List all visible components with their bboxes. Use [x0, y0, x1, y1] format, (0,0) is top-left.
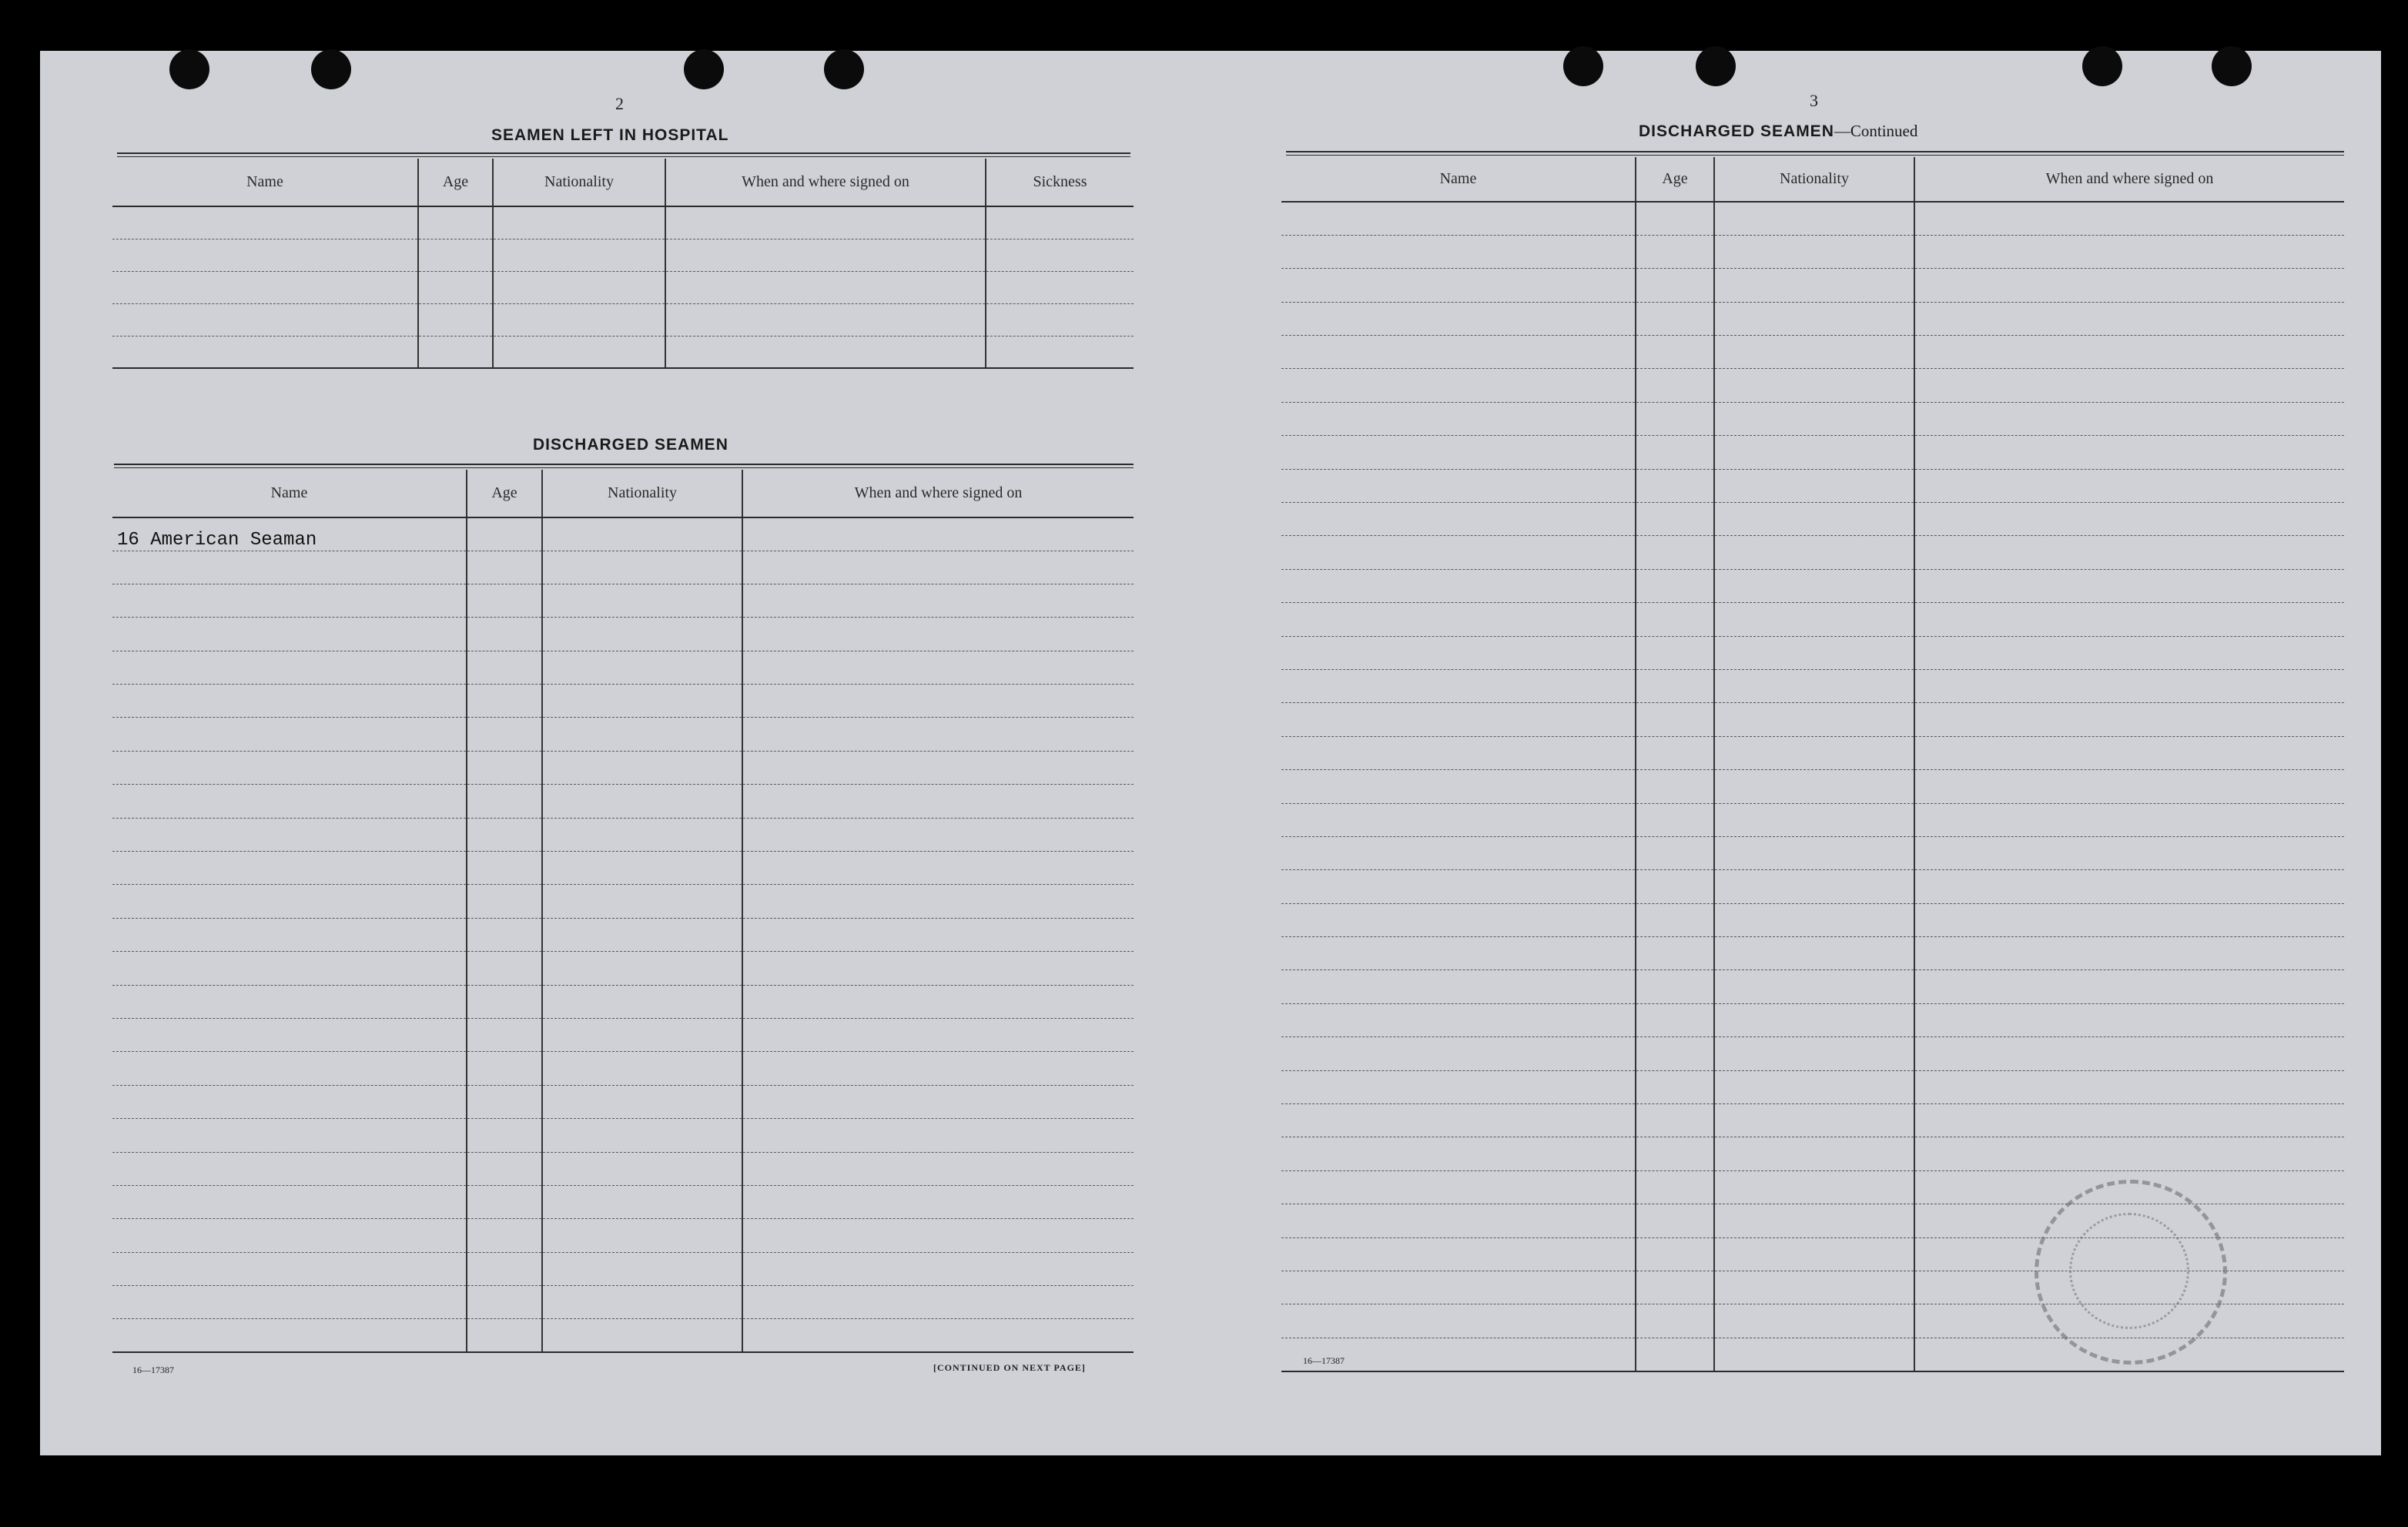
table-row: [112, 985, 1134, 1018]
form-number: 16—17387: [132, 1365, 174, 1375]
column-header-signed-on: When and where signed on: [1914, 157, 2344, 202]
table-row: [1281, 202, 2344, 235]
table-row: [1281, 836, 2344, 869]
punch-hole: [684, 49, 724, 89]
table-row: [1281, 803, 2344, 836]
table-row: [112, 303, 1134, 336]
seaman-entry: 16 American Seaman: [112, 517, 467, 551]
table-row: [112, 618, 1134, 651]
discharged-continued-title: [1639, 122, 1917, 141]
table-row: [112, 1152, 1134, 1185]
table-row: [112, 885, 1134, 918]
table-row: [1281, 1104, 2344, 1137]
table-row: [112, 271, 1134, 303]
discharged-section-title: DISCHARGED SEAMEN: [533, 436, 728, 454]
table-row: [1281, 870, 2344, 903]
table-row: [112, 718, 1134, 751]
punch-hole: [2212, 46, 2252, 86]
table-row: [1281, 369, 2344, 402]
rule: [1286, 151, 2344, 156]
table-row: [112, 918, 1134, 951]
table-row: [1281, 636, 2344, 669]
column-header-name: Name: [112, 159, 418, 206]
column-header-name: Name: [1281, 157, 1636, 202]
page-number: 2: [615, 94, 624, 113]
column-header-nationality: Nationality: [493, 159, 665, 206]
punch-hole: [311, 49, 351, 89]
table-row: [1281, 302, 2344, 335]
form-number: 16—17387: [1303, 1355, 1345, 1366]
column-header-age: Age: [467, 470, 542, 517]
document-sheet: [40, 51, 2381, 1455]
table-row: [1281, 503, 2344, 536]
column-header-nationality: Nationality: [1714, 157, 1914, 202]
table-row: [112, 1252, 1134, 1285]
table-row: [1281, 603, 2344, 636]
table-row: [1281, 1070, 2344, 1103]
punch-hole: [1563, 46, 1603, 86]
table-row: [112, 239, 1134, 271]
table-row: [112, 1185, 1134, 1218]
discharged-continued-table: [1281, 157, 2344, 1372]
punch-hole: [169, 49, 209, 89]
table-row: [1281, 235, 2344, 268]
punch-hole: [2082, 46, 2122, 86]
table-row: [112, 551, 1134, 584]
column-header-age: Age: [1636, 157, 1714, 202]
table-row: [1281, 536, 2344, 569]
column-header-name: Name: [112, 470, 467, 517]
column-header-sickness: Sickness: [986, 159, 1134, 206]
table-row: [112, 685, 1134, 718]
table-row: [1281, 469, 2344, 502]
table-row: [112, 1018, 1134, 1051]
table-row: [112, 1319, 1134, 1352]
table-row: [112, 336, 1134, 368]
column-header-signed-on: When and where signed on: [742, 470, 1134, 517]
column-header-nationality: Nationality: [542, 470, 742, 517]
title-main: DISCHARGED SEAMEN: [1639, 122, 1834, 140]
hospital-table: [112, 159, 1134, 369]
discharged-table: [112, 470, 1134, 1353]
table-row: [1281, 1003, 2344, 1036]
table-row: [112, 751, 1134, 784]
table-row: [112, 651, 1134, 684]
table-row: [112, 206, 1134, 239]
table-row: [112, 952, 1134, 985]
table-row: [112, 517, 1134, 551]
column-header-signed-on: When and where signed on: [665, 159, 986, 206]
table-row: [112, 818, 1134, 851]
table-row: [1281, 736, 2344, 769]
table-row: [1281, 970, 2344, 1003]
table-row: [1281, 569, 2344, 602]
table-row: [1281, 1137, 2344, 1170]
continued-note: [CONTINUED ON NEXT PAGE]: [933, 1362, 1086, 1373]
table-row: [112, 1052, 1134, 1085]
circular-stamp: [2035, 1180, 2227, 1365]
table-row: [112, 1085, 1134, 1118]
table-row: [112, 1119, 1134, 1152]
table-row: [1281, 937, 2344, 970]
table-row: [1281, 903, 2344, 936]
table-row: [1281, 436, 2344, 469]
table-row: [112, 584, 1134, 617]
table-row: [112, 852, 1134, 885]
table-row: [1281, 402, 2344, 435]
table-row: [112, 785, 1134, 818]
table-row: [1281, 336, 2344, 369]
punch-hole: [824, 49, 864, 89]
table-row: [112, 1286, 1134, 1319]
column-header-age: Age: [418, 159, 493, 206]
page-number: 3: [1810, 91, 1818, 110]
rule: [114, 464, 1134, 468]
table-row: [1281, 770, 2344, 803]
table-row: [1281, 703, 2344, 736]
stamp-inner-ring: [2069, 1213, 2189, 1329]
title-suffix: —Continued: [1834, 122, 1918, 140]
table-row: [1281, 1037, 2344, 1070]
rule: [117, 152, 1130, 157]
punch-hole: [1696, 46, 1736, 86]
table-row: [1281, 669, 2344, 702]
hospital-section-title: SEAMEN LEFT IN HOSPITAL: [491, 126, 729, 144]
table-row: [112, 1219, 1134, 1252]
table-row: [1281, 269, 2344, 302]
